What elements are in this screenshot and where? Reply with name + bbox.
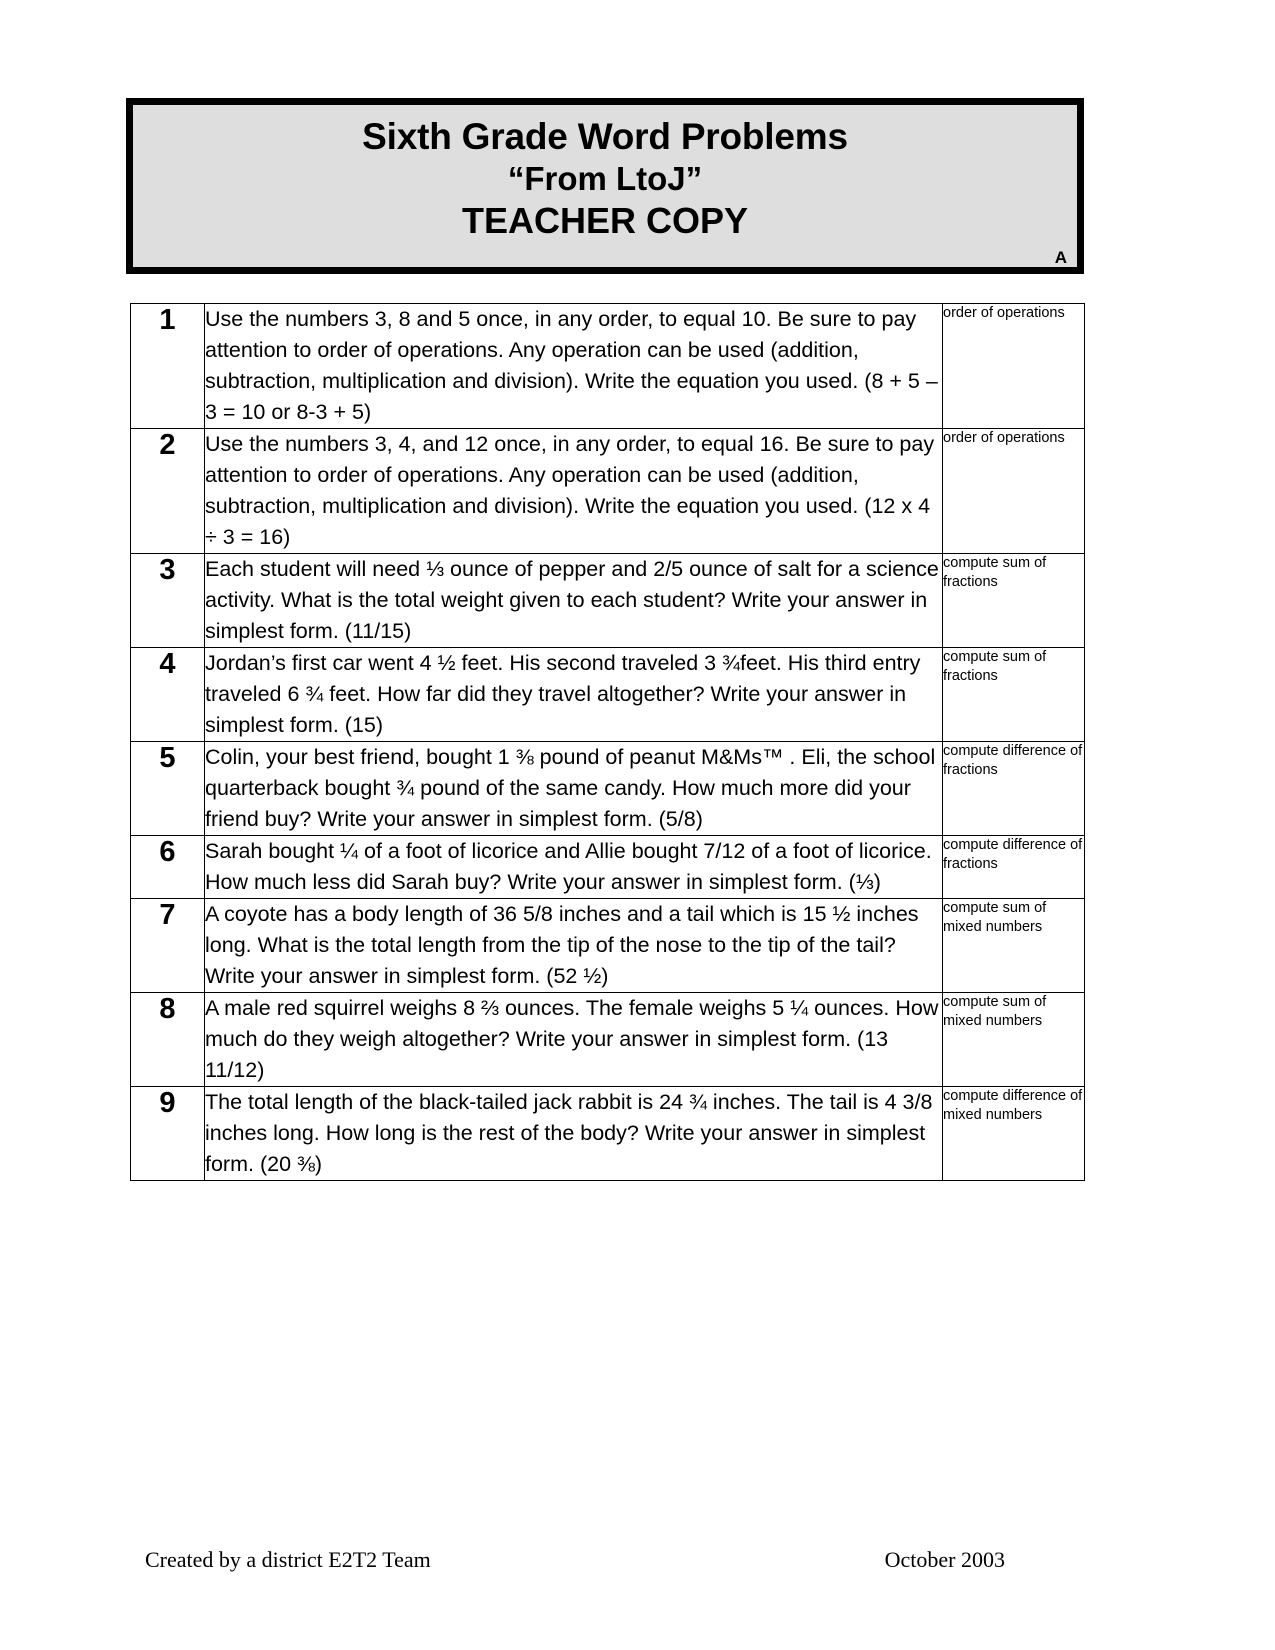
problem-number: 5 (131, 742, 205, 836)
table-row (131, 648, 1085, 742)
table-row (131, 742, 1085, 836)
document-footer (145, 1546, 1005, 1574)
problem-skill: compute difference of fractions (943, 742, 1085, 836)
problem-text: Colin, your best friend, bought 1 ⅜ pound of peanut M&Ms™ . Eli, the school quarterback bought ¾ pound of the same candy. How much more did your friend buy? Write your answer in simplest form. (5/8) (205, 742, 943, 836)
problem-text: A coyote has a body length of 36 5/8 inches and a tail which is 15 ½ inches long. What is the total length from the tip of the nose to the tip of the tail? Write your answer in simplest form. (52 ½) (205, 899, 943, 993)
problem-number: 9 (131, 1087, 205, 1181)
problem-skill: compute sum of mixed numbers (943, 899, 1085, 993)
problem-text: Use the numbers 3, 4, and 12 once, in any order, to equal 16. Be sure to pay attention to order of operations. Any operation can be used (addition, subtraction, multiplication and division). Write the equation you used. (12 x 4 ÷ 3 = 16) (205, 429, 943, 554)
version-badge: A (1054, 248, 1067, 267)
problem-number: 3 (131, 554, 205, 648)
document-header-banner (126, 98, 1084, 274)
problem-skill: order of operations (943, 429, 1085, 554)
problem-skill: compute difference of mixed numbers (943, 1087, 1085, 1181)
problem-text: A male red squirrel weighs 8 ⅔ ounces. The female weighs 5 ¼ ounces. How much do they weigh altogether? Write your answer in simplest form. (13 11/12) (205, 993, 943, 1087)
problem-number: 2 (131, 429, 205, 554)
table-row (131, 899, 1085, 993)
problem-text: Each student will need ⅓ ounce of pepper and 2/5 ounce of salt for a science activity. What is the total weight given to each student? Write your answer in simplest form. (11/15) (205, 554, 943, 648)
page-copy-type: TEACHER COPY (461, 200, 749, 241)
table-row (131, 554, 1085, 648)
table-row (131, 1087, 1085, 1181)
problem-skill: compute difference of fractions (943, 836, 1085, 899)
footer-date: October 2003 (884, 1547, 1005, 1572)
problem-number: 4 (131, 648, 205, 742)
footer-credit: Created by a district E2T2 Team (145, 1547, 431, 1572)
problem-number: 7 (131, 899, 205, 993)
table-row (131, 836, 1085, 899)
problem-number: 1 (131, 304, 205, 429)
problem-text: Sarah bought ¼ of a foot of licorice and Allie bought 7/12 of a foot of licorice. How much less did Sarah buy? Write your answer in simplest form. (⅓) (205, 836, 943, 899)
problems-table-body (131, 304, 1085, 1181)
problem-skill: compute sum of fractions (943, 648, 1085, 742)
page-subtitle: “From LtoJ” (507, 160, 703, 197)
table-row (131, 429, 1085, 554)
table-row (131, 304, 1085, 429)
problem-skill: compute sum of fractions (943, 554, 1085, 648)
problem-skill: order of operations (943, 304, 1085, 429)
problem-text: Use the numbers 3, 8 and 5 once, in any order, to equal 10. Be sure to pay attention to order of operations. Any operation can be used (addition, subtraction, multiplication and division). Write the equation you used. (8 + 5 – 3 = 10 or 8-3 + 5) (205, 304, 943, 429)
page-title: Sixth Grade Word Problems (362, 116, 848, 157)
table-row (131, 993, 1085, 1087)
problem-text: The total length of the black-tailed jack rabbit is 24 ¾ inches. The tail is 4 3/8 inches long. How long is the rest of the body? Write your answer in simplest form. (20 ⅜) (205, 1087, 943, 1181)
problem-skill: compute sum of mixed numbers (943, 993, 1085, 1087)
problem-text: Jordan’s first car went 4 ½ feet. His second traveled 3 ¾feet. His third entry traveled 6 ¾ feet. How far did they travel altogether? Write your answer in simplest form. (15) (205, 648, 943, 742)
problems-table (130, 303, 1085, 1181)
problem-number: 6 (131, 836, 205, 899)
problem-number: 8 (131, 993, 205, 1087)
